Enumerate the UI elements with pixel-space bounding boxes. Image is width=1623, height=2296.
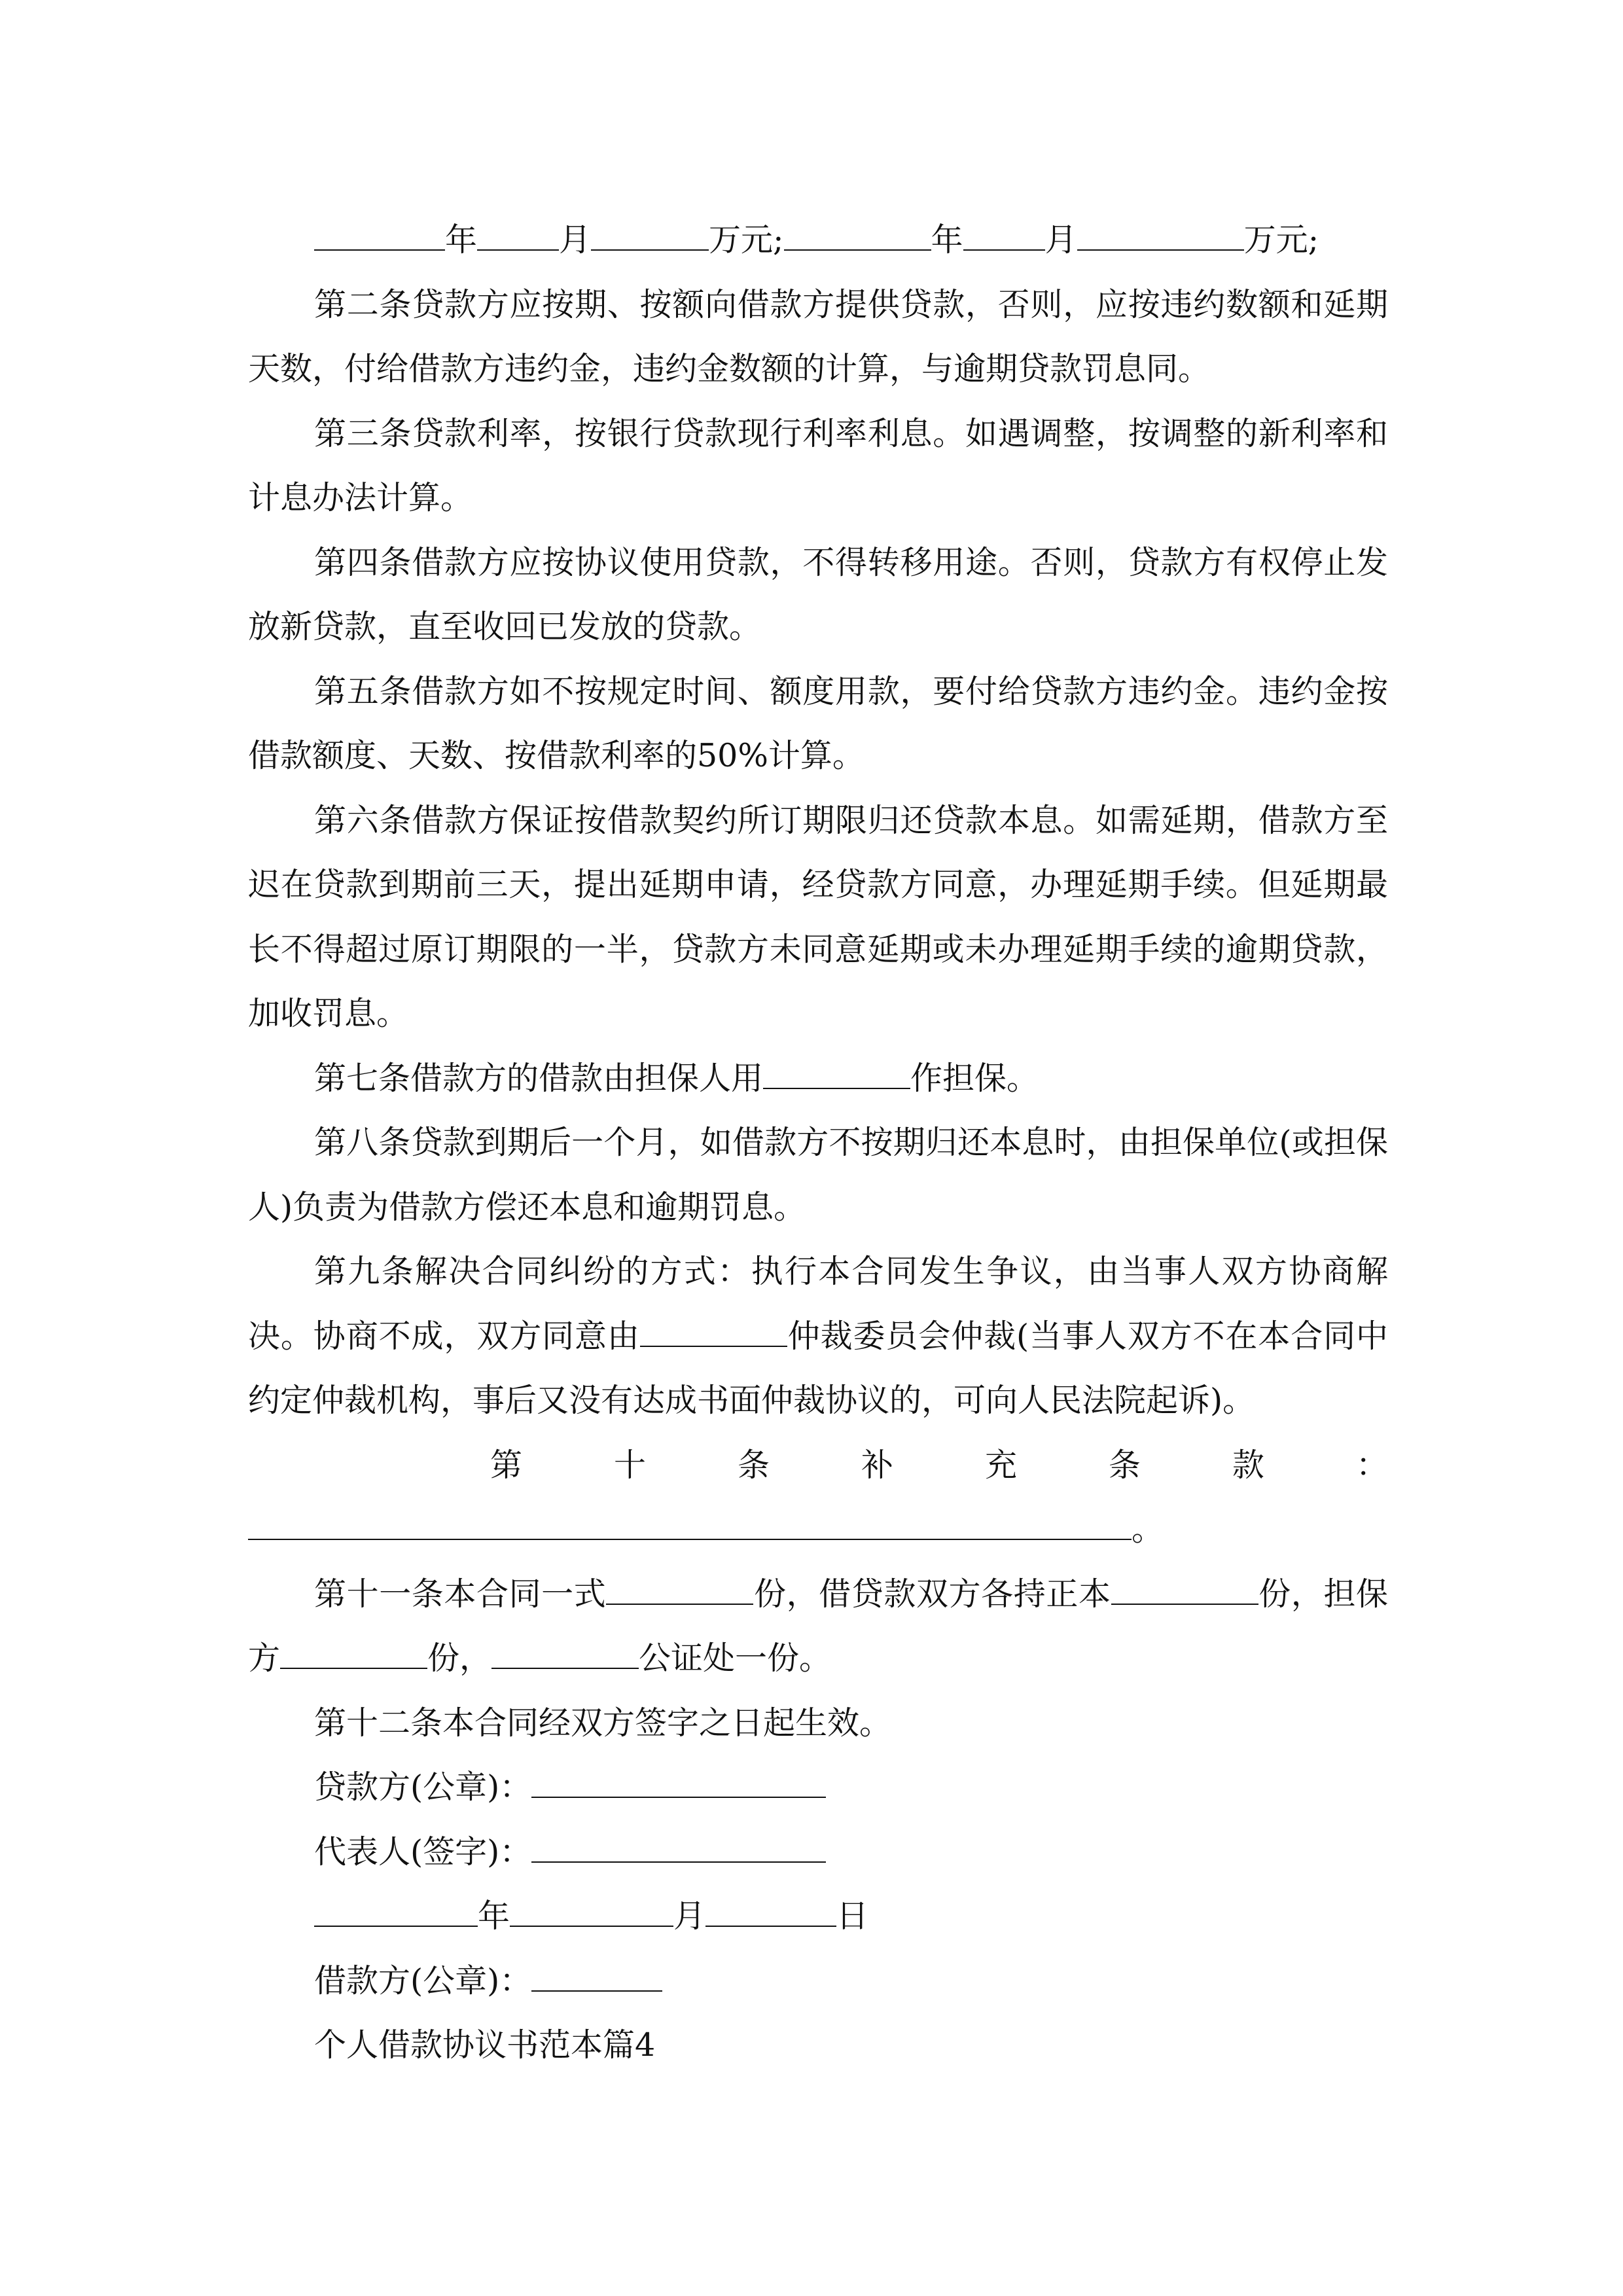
- blank-field[interactable]: [591, 219, 709, 251]
- guarantee-blank[interactable]: [763, 1057, 910, 1089]
- copies-guarantor-blank[interactable]: [280, 1637, 427, 1669]
- blank-field[interactable]: [1077, 219, 1244, 251]
- article-10-heading: [248, 1433, 1388, 1498]
- year-label: 年: [931, 221, 963, 259]
- period: 。: [1132, 1511, 1164, 1548]
- article-7: [248, 1047, 1388, 1111]
- article-2: 第二条贷款方应按期、按额向借款方提供贷款，否则，应按违约数额和延期天数，付给借款方违约金，违约金数额的计算，与逾期贷款罚息同。: [248, 285, 1388, 387]
- representative-signature-line: [248, 1820, 1388, 1885]
- installment-line: [248, 208, 1388, 273]
- month-label: 月: [1044, 221, 1077, 259]
- representative-label: 代表人(签字)：: [314, 1833, 532, 1871]
- document-page: [248, 208, 1388, 2078]
- article-10-char: 充: [984, 1446, 1017, 1484]
- article-3: 第三条贷款利率，按银行贷款现行利率利息。如遇调整，按调整的新利率和计息办法计算。: [248, 414, 1388, 516]
- article-10-char: 补: [861, 1446, 893, 1484]
- article-10-char: 第: [490, 1446, 523, 1484]
- amount-label: 万元;: [1243, 221, 1319, 259]
- blank-field[interactable]: [963, 219, 1045, 251]
- article-9: [248, 1240, 1388, 1433]
- month-label: 月: [559, 221, 592, 259]
- representative-signature-blank[interactable]: [531, 1831, 826, 1863]
- article-7-text: 第七条借款方的借款由担保人用: [314, 1059, 764, 1097]
- article-5: 第五条借款方如不按规定时间、额度用款，要付给贷款方违约金。违约金按借款额度、天数、按借款利率的50%计算。: [248, 672, 1388, 774]
- lender-label: 贷款方(公章)：: [314, 1768, 532, 1806]
- date-month-blank[interactable]: [510, 1895, 673, 1927]
- borrower-label: 借款方(公章)：: [314, 1962, 532, 2000]
- date-line: [248, 1884, 1388, 1949]
- month-label: 月: [673, 1897, 706, 1935]
- blank-field[interactable]: [314, 219, 445, 251]
- date-year-blank[interactable]: [314, 1895, 478, 1927]
- article-8: 第八条贷款到期后一个月，如借款方不按期归还本息时，由担保单位(或担保人)负责为借款方偿还本息和逾期罚息。: [248, 1124, 1388, 1226]
- year-label: 年: [478, 1897, 510, 1935]
- borrower-signature-blank[interactable]: [531, 1960, 662, 1992]
- article-11: [248, 1562, 1388, 1691]
- article-9-text: 第九条解决合同纠纷的方式：执行本合同发生争议，由当事人双方协商解决。协商不成，双方同意由: [248, 1253, 1388, 1355]
- article-10-char: 条: [737, 1446, 770, 1484]
- article-11-text: 份，借贷款双方各持正本: [753, 1575, 1111, 1613]
- article-6: 第六条借款方保证按借款契约所订期限归还贷款本息。如需延期，借款方至迟在贷款到期前三天，提出延期申请，经贷款方同意，办理延期手续。但延期最长不得超过原订期限的一半，贷款方未同意延期或未办理延期手续的逾期贷款，加收罚息。: [248, 801, 1388, 1032]
- lender-signature-blank[interactable]: [531, 1766, 826, 1798]
- article-9-text-end: 仲裁委员会仲裁(当事人双方不在本合同中约定仲裁机构，事后又没有达成书面仲裁协议的，可向人民法院起诉)。: [248, 1317, 1388, 1419]
- blank-field[interactable]: [784, 219, 931, 251]
- article-11-text: 第十一条本合同一式: [314, 1575, 607, 1613]
- date-day-blank[interactable]: [705, 1895, 836, 1927]
- copies-each-blank[interactable]: [1111, 1573, 1258, 1605]
- supplementary-terms-blank[interactable]: [248, 1508, 1132, 1540]
- article-7-text-end: 作担保。: [910, 1059, 1039, 1097]
- lender-signature-line: [248, 1755, 1388, 1820]
- article-10-char: 款: [1232, 1446, 1264, 1484]
- article-4: 第四条借款方应按协议使用贷款，不得转移用途。否则，贷款方有权停止发放新贷款，直至收回已发放的贷款。: [248, 543, 1388, 645]
- amount-label: 万元;: [709, 221, 784, 259]
- article-12: 第十二条本合同经双方签字之日起生效。: [314, 1704, 892, 1742]
- article-10-char: 条: [1108, 1446, 1141, 1484]
- supplementary-terms-line: [248, 1498, 1388, 1562]
- day-label: 日: [836, 1897, 869, 1935]
- arbitration-blank[interactable]: [640, 1315, 787, 1347]
- year-label: 年: [445, 221, 478, 259]
- copies-total-blank[interactable]: [606, 1573, 753, 1605]
- article-11-text: 份，: [427, 1640, 492, 1677]
- notary-blank[interactable]: [491, 1637, 639, 1669]
- next-section-title: 个人借款协议书范本篇4: [314, 2026, 656, 2064]
- article-11-text: 份，担保方: [248, 1575, 1388, 1677]
- borrower-signature-line: [248, 1949, 1388, 2014]
- article-11-text: 公证处一份。: [639, 1640, 832, 1677]
- article-10-char: ：: [1355, 1446, 1388, 1484]
- blank-field[interactable]: [477, 219, 559, 251]
- article-10-char: 十: [613, 1446, 646, 1484]
